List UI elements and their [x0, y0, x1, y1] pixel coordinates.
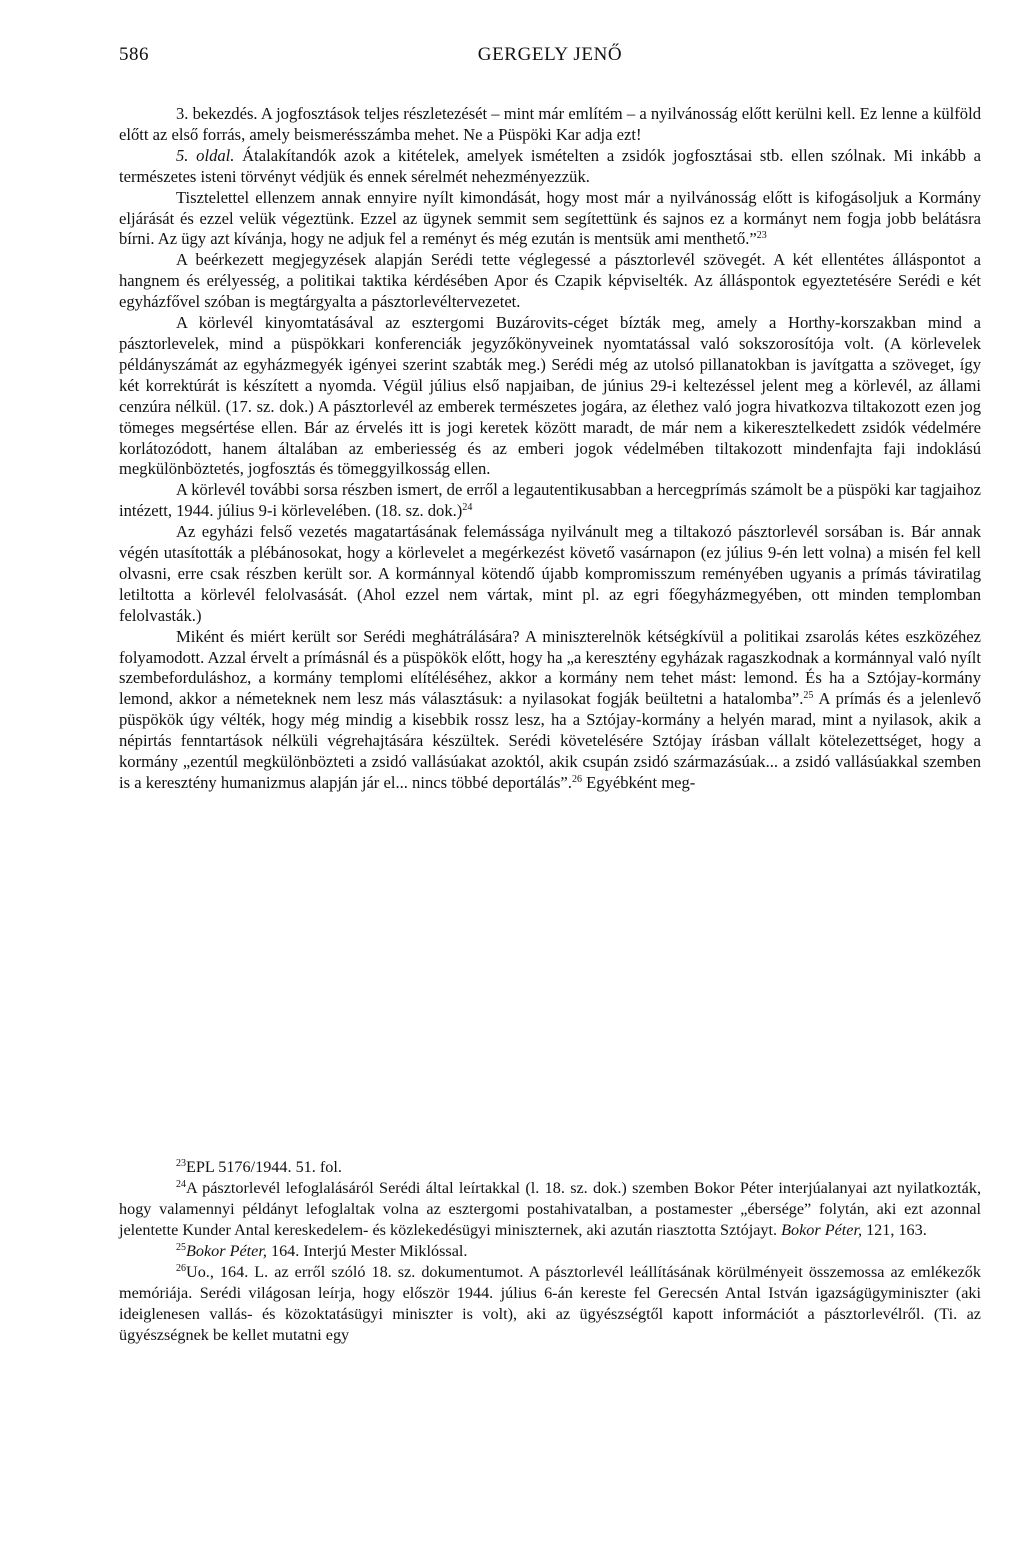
- footnote-citation: Bokor Péter,: [781, 1221, 863, 1239]
- page-number: 586: [119, 44, 149, 65]
- paragraph-text: Miként és miért került sor Serédi meghátrálására? A miniszterelnök kétségkívül a politikai zsarolás kétes eszközéhez folyamodott. Azzal érvelt a prímásnál és a püspökök előtt, hogy ha „a keresztény egyházak ragaszkodnak a kormánnyal való nyílt szembeforduláshoz, a kormány templomi elítéléséhez, akkor a kormány nem tehet mást: lemond. És ha a Sztójay-kormány lemond, akkor a németeknek nem lesz más választásuk: a nyilasokat fogják beültetni a hatalomba”.: [119, 626, 981, 709]
- page-header: [119, 44, 981, 74]
- footnote-reference: 23: [756, 230, 767, 242]
- paragraph-text: A körlevél kinyomtatásával az esztergomi Buzárovits-céget bízták meg, amely a Horthy-korszakban mind a pásztorlevelek, mind a püspökkari konferenciák jegyzőkönyveinek nyomtatással való sokszorosítója volt. (A körlevelek példányszámát az egyházmegyék igényei szerint szabták meg.) Serédi még az utolsó pillanatokban is javítgatta a szöveget, így két korrektúrát is készített a nyomda. Végül július első napjaiban, de június 29-i keltezéssel jelent meg a körlevél, az állami cenzúra nélkül. (17. sz. dok.) A pásztorlevél az emberek természetes jogára, az élethez való jogra hivatkozva tiltakozott ezen jog tömeges megsértése ellen. Bár az érvelés itt is jogi keretek között maradt, de már nem a kikeresztelkedett zsidók védelmére korlátozódott, hanem általában az emberiesség és az emberi jogok védelmében tiltakozott mindenfajta faji indoklású megkülönböztetés, jogfosztás és tömeggyilkosság ellen.: [119, 313, 981, 479]
- paragraph-text: A beérkezett megjegyzések alapján Serédi tette véglegessé a pásztorlevél szövegét. A két ellentétes álláspontot a hangnem és erélyesség, a politikai taktika kérdésében Apor és Czapik képviselték. Az álláspontok egyeztetésére Serédi e két egyházfővel szóban is megtárgyalta a pásztorlevéltervezetet.: [119, 250, 981, 312]
- footnote-text: 121, 163.: [862, 1221, 927, 1239]
- page-reference: 5. oldal.: [176, 145, 235, 165]
- paragraph: [119, 627, 981, 794]
- footnote-text: EPL 5176/1944. 51. fol.: [186, 1158, 342, 1176]
- footnotes: [119, 1157, 981, 1346]
- paragraph: [119, 313, 981, 480]
- paragraph: [119, 146, 981, 188]
- footnote-number: 26: [176, 1263, 186, 1274]
- footnote: [119, 1157, 981, 1178]
- paragraph-text: Átalakítandók azok a kitételek, amelyek ismételten a zsidók jogfosztásai stb. ellen szólnak. Mi inkább a természetes isteni törvényt védjük és ennek sérelmét nehezményezzük.: [119, 145, 981, 186]
- footnote: [119, 1241, 981, 1262]
- paragraph: [119, 188, 981, 251]
- footnote: [119, 1262, 981, 1346]
- footnote-text: 164. Interjú Mester Miklóssal.: [266, 1242, 468, 1260]
- running-head: GERGELY JENŐ: [477, 44, 623, 65]
- footnote-number: 24: [176, 1179, 186, 1190]
- paragraph: [119, 522, 981, 627]
- body-text: [119, 104, 981, 794]
- paragraph-text: 3. bekezdés. A jogfosztások teljes részletezését – mint már említém – a nyilvánosság előtt kerülni kell. Ez lenne a külföld előtt az első forrás, amely beismerésszámba mehet. Ne a Püspöki Kar adja ezt!: [119, 104, 981, 144]
- footnote-number: 23: [176, 1158, 186, 1169]
- paragraph: [119, 104, 981, 146]
- paragraph-text: Tisztelettel ellenzem annak ennyire nyílt kimondását, hogy most már a nyilvánosság előtt is kifogásoljuk a Kormány eljárását és ezzel velük végeztünk. Ezzel az ügynek semmit sem segítettünk és sajnos ez a kormányt nem fogja jobb belátásra bírni. Az ügy azt kívánja, hogy ne adjuk fel a reményt és még ezután is mentsük ami menthető.”: [119, 187, 981, 249]
- footnote-reference: 26: [571, 774, 582, 785]
- paragraph-text: A prímás és a jelenlevő püspökök úgy vélték, hogy még mindig a kisebbik rossz lesz, ha a Sztójay-kormány a helyén marad, mint a nyilasok, akik a népirtás fenntartások nélküli végrehajtására készültek. Serédi követelésére Sztójay írásban vállalt kötelezettséget, hogy a kormány „ezentúl megkülönbözteti a zsidó vallásúakat azoktól, akik csupán zsidó származásúak... a zsidó vallásúakkal szemben is a keresztény humanizmus alapján jár el... nincs többé deportálás”.: [119, 689, 982, 792]
- paragraph: [119, 480, 981, 522]
- footnote-reference: 25: [803, 690, 814, 702]
- footnote-reference: 24: [462, 502, 473, 514]
- paragraph: [119, 250, 981, 313]
- paragraph-text: Egyébként meg-: [581, 773, 696, 792]
- paragraph-text: Az egyházi felső vezetés magatartásának felemássága nyilvánult meg a tiltakozó pásztorlevél sorsában is. Bár annak végén utasították a plébánosokat, hogy a körlevelet a megérkezést követő vasárnapon (ez július 9-én lett volna) a misén fel kell olvasni, erre csak részben került sor. A kormánnyal kötendő újabb kompromisszum reményében ugyanis a prímás táviratilag letiltotta a körlevél felolvasását. (Ahol ezzel nem vártak, mint pl. az egri főegyházmegyében, ott minden templomban felolvasták.): [119, 522, 981, 625]
- footnote-text: A pásztorlevél lefoglalásáról Serédi által leírtakkal (l. 18. sz. dok.) szemben Bokor Péter interjúalanyai azt nyilatkozták, hogy valamennyi példányt lefoglaltak volna az esztergomi postahivatalban, a postamester „ébersége” folytán, aki ezt azonnal jelentette Kunder Antal kereskedelem- és közlekedésügyi miniszternek, aki azután riasztotta Sztójayt.: [119, 1179, 981, 1239]
- footnote: [119, 1178, 981, 1241]
- paragraph-text: A körlevél további sorsa részben ismert, de erről a legautentikusabban a hercegprímás számolt be a püspöki kar tagjaihoz intézett, 1944. július 9-i körlevelében. (18. sz. dok.): [119, 480, 981, 521]
- footnote-text: Uo., 164. L. az erről szóló 18. sz. dokumentumot. A pásztorlevél leállításának körülményeit összemossa az emlékezők memóriája. Serédi világosan leírja, hogy először 1944. július 6-án kereste fel Gerecsén Antal István igazságügyminiszter (aki ideiglenesen vallás- és közoktatásügyi miniszter is volt), aki az ügyészségtől kapott információt a pásztorlevélről. (Ti. az ügyészségnek be kellet mutatni egy: [119, 1263, 981, 1344]
- footnote-number: 25: [176, 1242, 186, 1253]
- footnote-citation: Bokor Péter,: [186, 1242, 267, 1260]
